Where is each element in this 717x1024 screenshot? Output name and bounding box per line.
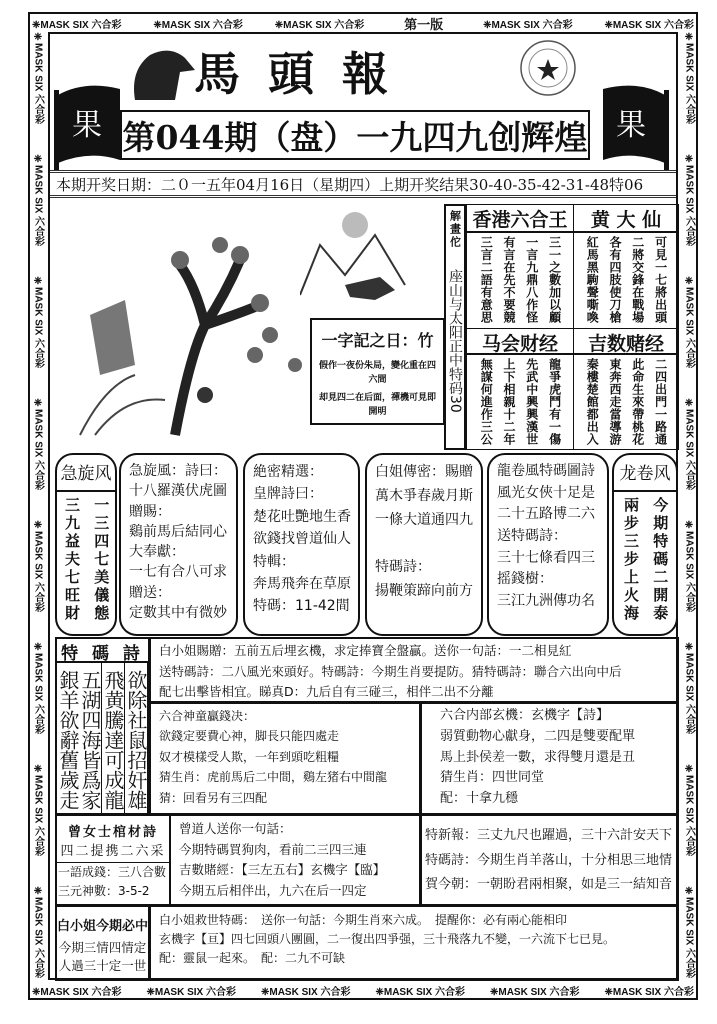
- text-line: 風光女俠十足是: [497, 484, 595, 501]
- special-poem-title: 特 碼 詩: [57, 639, 148, 663]
- border-text: ❈MASK SIX 六合彩: [32, 986, 122, 998]
- border-text: ❈MASK SIX 六合彩: [146, 986, 236, 998]
- text-line: 特碼詩：今期生肖羊落山，十分相思三地情: [425, 852, 673, 868]
- table-column: 各有四肢使刀槍: [608, 236, 622, 324]
- verse-column: 五湖四海皆爲家: [79, 663, 102, 813]
- table-horse-finance: [466, 328, 574, 450]
- border-text: ❈MASK SIX 六合彩: [32, 763, 44, 856]
- table-wong-tai-sin: [573, 204, 679, 329]
- border-text: ❈MASK SIX 六合彩: [604, 19, 694, 31]
- text-line: 鷄前馬后結同心: [129, 523, 227, 540]
- secret-selection-box: [243, 453, 360, 636]
- border-text: ❈MASK SIX 六合彩: [490, 986, 580, 998]
- one-word-line: 却見四二在后面，禪機可見即開明: [318, 392, 436, 418]
- whirlwind-box: [55, 453, 117, 636]
- table-column: 三言二語有意思: [479, 236, 494, 324]
- border-text: ❈MASK SIX 六合彩: [32, 519, 44, 612]
- border-text: ❈MASK SIX 六合彩: [683, 885, 695, 978]
- text-line: 配：靈鼠一起來。 配：二九不可缺: [159, 951, 346, 966]
- border-text: ❈MASK SIX 六合彩: [375, 986, 465, 998]
- text-line: 欲錢定要費心神，脚長只能四處走: [159, 729, 340, 744]
- bai-must-win-title: 白小姐今期必中: [57, 919, 149, 934]
- special-poem-box: [55, 637, 150, 815]
- table-title: 马会财经: [467, 329, 573, 355]
- zeng-lady-text: 三元神數：3-5-2: [58, 884, 150, 899]
- grass-icon: [80, 375, 165, 435]
- border-text: ❈MASK SIX 六合彩: [483, 19, 573, 31]
- verse-column: 銀羊欲辭舊歲走: [56, 670, 80, 810]
- zeng-lady-text: 一語成錢：三八合數: [58, 865, 167, 879]
- text-line: 今期特碼買狗肉，看前二三四三連: [179, 841, 367, 857]
- divine-child-box: [149, 702, 421, 815]
- bai-gift-box: [149, 637, 679, 703]
- text-line: 奴才模樣受人欺，一年到頭吃粗糧: [159, 749, 340, 764]
- table-column: 秦樓楚館都出入: [585, 358, 600, 446]
- text-line: 特碼詩：: [375, 559, 431, 576]
- table-column: 二將交鋒在戰場: [630, 236, 645, 324]
- text-line: 二十五路博二六: [497, 506, 595, 523]
- verse-column: 飛黄騰達可成龍: [102, 663, 125, 813]
- border-text: ❈MASK SIX 六合彩: [261, 986, 351, 998]
- table-column: 紅馬黑駒聲嘶喚: [585, 236, 600, 324]
- table-column: 龍爭虎鬥有一傷: [547, 358, 562, 446]
- table-column: 上下相親十二年: [502, 358, 516, 446]
- special-news-box: [420, 814, 679, 906]
- table-title: 黄 大 仙: [574, 205, 678, 233]
- text-line: 送特碼詩：二八風光來頭好。特碼詩：今期生肖要提防。猜特碼詩：聯合六出向中后: [159, 663, 622, 679]
- bai-must-win-box: [55, 905, 150, 981]
- border-text: ❈MASK SIX 六合彩: [32, 641, 44, 734]
- table-body: [574, 233, 678, 324]
- text-line: 奔馬飛奔在草原: [253, 575, 351, 592]
- text-line: 絶密精選：: [253, 464, 323, 480]
- table-body: [574, 355, 678, 446]
- text-line: 急旋風：詩曰：: [129, 463, 227, 479]
- border-text: ❈MASK SIX 六合彩: [683, 275, 695, 369]
- text-line: 送特碼詩：: [497, 528, 567, 545]
- rock-icon: [90, 300, 135, 375]
- table-title: 香港六合王: [467, 205, 573, 233]
- table-title: 吉数赌经: [574, 329, 678, 355]
- riddle-label: 解畫佗: [448, 210, 462, 249]
- newspaper-title: 馬頭報: [194, 47, 416, 101]
- zeng-lady-box: [55, 814, 171, 906]
- landscape-illustration: [300, 205, 440, 315]
- verse-column: 兩步三步上火海: [622, 497, 640, 624]
- table-body: [467, 233, 573, 324]
- table-column: 有言在先不要競: [502, 236, 516, 324]
- text-line: 三十七條看四三: [497, 549, 595, 566]
- table-column: 三一之數加以顧: [547, 236, 562, 324]
- right-flag-icon: [598, 75, 673, 170]
- text-line: 猜：回看另有三四配: [159, 790, 268, 805]
- issue-banner: 第044期（盘）一九四九创辉煌: [120, 110, 590, 160]
- top-border-strip: [32, 14, 694, 32]
- whirlwind-title: 急旋风: [57, 455, 115, 492]
- bottom-border-strip: [32, 981, 694, 999]
- left-border-strip: [30, 32, 46, 978]
- border-text: ❈MASK SIX 六合彩: [604, 986, 694, 998]
- text-line: 白小姐救世特碼： 送你一句話：今期生肖來六成。 提醒你：必有兩心能相印: [159, 913, 568, 927]
- zeng-lady-title: 曾女士棺材詩: [67, 825, 158, 840]
- table-body: [467, 355, 573, 446]
- table-column: 先武中興興漢世: [524, 358, 539, 446]
- border-text: ❈MASK SIX 六合彩: [32, 397, 44, 491]
- svg-text:果: 果: [72, 108, 102, 143]
- border-text: ❈MASK SIX 六合彩: [32, 885, 44, 978]
- text-line: 三江九洲傳功名: [497, 593, 595, 610]
- verse-column: 欲除社鼠招奸雄: [125, 663, 148, 813]
- riddle-side-column: [444, 204, 466, 450]
- text-line: 萬木爭春歲月斯: [375, 487, 473, 504]
- text-line: 猜生肖：四世同堂: [440, 770, 545, 786]
- verse-column: 一三四七美儀態: [92, 497, 111, 624]
- table-column: 一言九鼎八作怪: [524, 236, 539, 324]
- text-line: 特碼：11-42間: [253, 598, 350, 615]
- text-line: 贈賜：: [129, 503, 171, 520]
- table-hk-king: [466, 204, 574, 329]
- text-line: 賀今朝：一朝盼君兩相聚，如是三一結知音: [425, 877, 673, 893]
- text-line: 摇錢樹：: [497, 571, 553, 588]
- dragon-poem-box: [487, 453, 609, 636]
- bai-secret-box: [365, 453, 483, 636]
- ox-icon: [345, 277, 395, 300]
- one-word-line: 假作一夜份朱局，變化重在四六間: [318, 361, 436, 386]
- border-text: ❈MASK SIX 六合彩: [32, 32, 44, 125]
- verse-column: 三九益夫七旺財: [63, 497, 81, 624]
- text-line: 十八羅漢伏虎圖: [129, 483, 227, 500]
- zeng-lady-line: 四二提携二六采: [57, 840, 169, 863]
- text-line: 特新報：三丈九尺也躍過，三十六計安天下: [425, 828, 673, 843]
- inner-secret-box: [420, 702, 679, 815]
- one-word-box: [310, 318, 445, 425]
- text-line: 大奉獻：: [129, 544, 185, 561]
- riddle-illustration: [55, 205, 305, 450]
- border-text: ❈MASK SIX 六合彩: [32, 19, 122, 31]
- border-text: ❈MASK SIX 六合彩: [153, 19, 243, 31]
- border-text: ❈MASK SIX 六合彩: [274, 19, 365, 31]
- text-line: 一條大道通四九: [375, 511, 473, 528]
- text-line: 一七有合八可求: [129, 564, 227, 581]
- table-column: 可見一七將出頭: [653, 236, 668, 324]
- table-lucky-numbers: [573, 328, 679, 450]
- dragon-wind-box: [612, 453, 678, 636]
- table-column: 無謀何進作三公: [479, 358, 494, 446]
- border-text: ❈MASK SIX 六合彩: [683, 641, 695, 734]
- svg-text:果: 果: [616, 108, 646, 143]
- text-line: 贈送：: [129, 584, 171, 601]
- text-line: 猜生肖：虎前馬后二中間，鷄左猪右中間龍: [159, 770, 388, 785]
- border-text: ❈MASK SIX 六合彩: [683, 32, 695, 125]
- text-line: 白姐傳密：賜贈: [375, 464, 473, 480]
- text-line: 今期五后相伴出，九六在后一四定: [179, 882, 367, 898]
- border-text: ❈MASK SIX 六合彩: [683, 153, 695, 247]
- table-column: 二四出門一路通: [653, 358, 668, 446]
- text-line: 揚鞭策蹄向前方: [375, 582, 473, 599]
- text-line: 配：十拿九穩: [440, 791, 519, 807]
- sun-icon: [342, 212, 368, 238]
- border-text: ❈MASK SIX 六合彩: [683, 397, 695, 491]
- whirlwind-cols: [57, 492, 115, 623]
- text-line: 玄機字【亘】四七回頭八團圓，二一復出四爭强，三十飛落九不變，一六流下七已見。: [159, 932, 616, 947]
- border-text: ❈MASK SIX 六合彩: [32, 153, 44, 247]
- star-seal-icon: [518, 38, 578, 98]
- special-poem-cols: [57, 663, 148, 813]
- draw-info: 本期开奖日期：二０一五年04月16日（星期四）上期开奖结果30-40-35-42-31-48特06: [50, 170, 676, 198]
- dragon-wind-cols: [614, 492, 676, 623]
- text-line: 楚花吐艷地生香: [253, 508, 351, 525]
- table-column: 此命生來帶桃花: [630, 358, 645, 446]
- border-text: ❈MASK SIX 六合彩: [683, 763, 695, 856]
- right-border-strip: [681, 32, 697, 978]
- text-line: 定數其中有微妙: [129, 605, 227, 622]
- text-line: 特輯：: [253, 553, 295, 570]
- table-column: 東奔西走當導游: [608, 358, 622, 446]
- bai-save-box: [149, 905, 679, 981]
- text-line: 龍卷風特碼圖詩: [497, 463, 595, 479]
- text-line: [375, 532, 473, 556]
- text-line: 吉數賭經：【三左五右】玄機字【臨】: [179, 862, 386, 878]
- verse-column: 今期特碼二開泰: [651, 497, 670, 624]
- one-word-title: 一字記之日：竹: [321, 331, 434, 350]
- zeng-daoren-box: [170, 814, 421, 906]
- text-line: 白小姐賜贈：五前五后埋玄機，求定捧寶全盤贏。送你一句話：一二相見紅: [159, 643, 572, 658]
- text-line: 六合内部玄機：玄機字【詩】: [440, 708, 610, 723]
- bai-must-win-line: 人過三十定一世: [58, 958, 147, 973]
- text-line: 皇牌詩曰：: [253, 486, 323, 503]
- left-flag-icon: [50, 75, 125, 170]
- text-line: 欲錢找曾道仙人: [253, 531, 351, 548]
- text-line: 曾道人送你一句話：: [179, 821, 292, 836]
- riddle-side-text: 座山与太阳正中特码30: [447, 269, 463, 413]
- fruit-icon: [197, 387, 213, 403]
- poem-box: [119, 453, 238, 636]
- text-line: 六合神童贏錢决：: [159, 709, 256, 723]
- border-text: ❈MASK SIX 六合彩: [32, 275, 44, 369]
- text-line: 馬上卦侯差一數，求得雙月還是丑: [440, 749, 636, 765]
- text-line: 弱質動物心獻身，二四是雙要配單: [440, 728, 636, 744]
- tree-icon: [175, 260, 260, 435]
- dragon-wind-title: 龙卷风: [614, 455, 676, 492]
- border-text: ❈MASK SIX 六合彩: [683, 519, 695, 612]
- edition-label: 第一版: [404, 16, 444, 32]
- bai-must-win-line: 今期三情四情定: [58, 940, 147, 955]
- text-line: 配七出擊皆相宜。睇真D：九后自有三碰三，相伴二出不分離: [159, 684, 494, 700]
